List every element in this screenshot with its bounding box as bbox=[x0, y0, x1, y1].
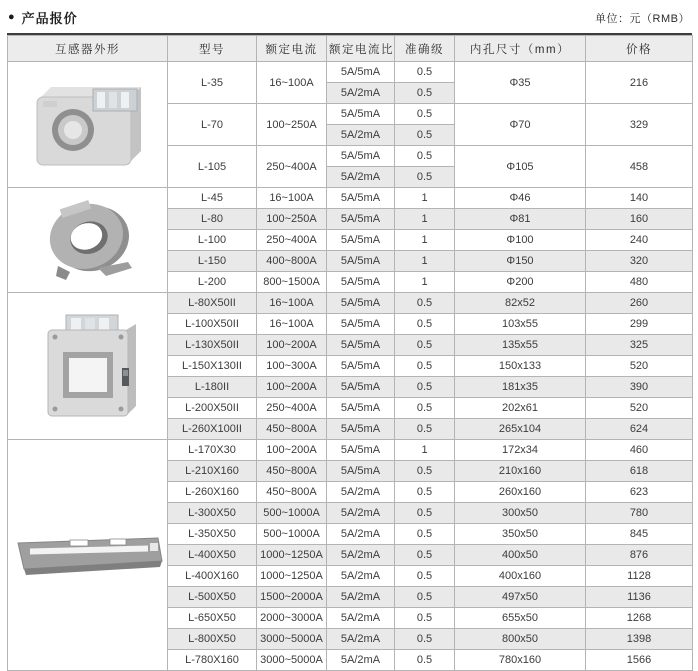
price-cell: 325 bbox=[586, 335, 693, 356]
rated-current-cell: 100~200A bbox=[257, 335, 327, 356]
rated-current-cell: 800~1500A bbox=[257, 272, 327, 293]
current-ratio-cell: 5A/5mA bbox=[327, 440, 395, 461]
product-image-cell bbox=[8, 440, 168, 671]
rated-current-cell: 100~300A bbox=[257, 356, 327, 377]
current-ratio-cell: 5A/5mA bbox=[327, 314, 395, 335]
price-cell: 299 bbox=[586, 314, 693, 335]
current-ratio-cell: 5A/5mA bbox=[327, 230, 395, 251]
current-ratio-cell: 5A/5mA bbox=[327, 356, 395, 377]
accuracy-class-cell: 0.5 bbox=[395, 587, 455, 608]
hole-size-cell: 210x160 bbox=[455, 461, 586, 482]
rated-current-cell: 250~400A bbox=[257, 146, 327, 188]
rated-current-cell: 1500~2000A bbox=[257, 587, 327, 608]
accuracy-class-cell: 0.5 bbox=[395, 524, 455, 545]
rated-current-cell: 100~250A bbox=[257, 209, 327, 230]
hole-size-cell: Φ70 bbox=[455, 104, 586, 146]
model-cell: L-70 bbox=[168, 104, 257, 146]
rated-current-cell: 450~800A bbox=[257, 482, 327, 503]
rated-current-cell: 1000~1250A bbox=[257, 566, 327, 587]
model-cell: L-780X160 bbox=[168, 650, 257, 671]
price-cell: 624 bbox=[586, 419, 693, 440]
rated-current-cell: 3000~5000A bbox=[257, 650, 327, 671]
current-ratio-cell: 5A/5mA bbox=[327, 146, 395, 167]
price-cell: 458 bbox=[586, 146, 693, 188]
current-ratio-cell: 5A/2mA bbox=[327, 566, 395, 587]
current-ratio-cell: 5A/2mA bbox=[327, 503, 395, 524]
product-image-cell bbox=[8, 188, 168, 293]
col-header-current-ratio: 额定电流比 bbox=[327, 36, 395, 62]
accuracy-class-cell: 1 bbox=[395, 440, 455, 461]
price-cell: 1566 bbox=[586, 650, 693, 671]
table-row bbox=[8, 293, 693, 314]
round-window-ct-photo bbox=[29, 77, 147, 173]
rated-current-cell: 16~100A bbox=[257, 188, 327, 209]
current-ratio-cell: 5A/5mA bbox=[327, 272, 395, 293]
rated-current-cell: 400~800A bbox=[257, 251, 327, 272]
hole-size-cell: Φ81 bbox=[455, 209, 586, 230]
model-cell: L-35 bbox=[168, 62, 257, 104]
current-ratio-cell: 5A/5mA bbox=[327, 188, 395, 209]
busbar-ct-photo bbox=[12, 531, 164, 579]
price-cell: 520 bbox=[586, 398, 693, 419]
model-cell: L-150 bbox=[168, 251, 257, 272]
price-cell: 1398 bbox=[586, 629, 693, 650]
current-ratio-cell: 5A/2mA bbox=[327, 167, 395, 188]
col-header-shape: 互感器外形 bbox=[8, 36, 168, 62]
rated-current-cell: 450~800A bbox=[257, 461, 327, 482]
current-ratio-cell: 5A/5mA bbox=[327, 419, 395, 440]
price-cell: 845 bbox=[586, 524, 693, 545]
current-ratio-cell: 5A/2mA bbox=[327, 650, 395, 671]
current-ratio-cell: 5A/5mA bbox=[327, 62, 395, 83]
rated-current-cell: 500~1000A bbox=[257, 503, 327, 524]
model-cell: L-100X50II bbox=[168, 314, 257, 335]
hole-size-cell: 655x50 bbox=[455, 608, 586, 629]
price-cell: 623 bbox=[586, 482, 693, 503]
current-ratio-cell: 5A/5mA bbox=[327, 335, 395, 356]
accuracy-class-cell: 0.5 bbox=[395, 293, 455, 314]
accuracy-class-cell: 1 bbox=[395, 230, 455, 251]
accuracy-class-cell: 0.5 bbox=[395, 104, 455, 125]
col-header-rated-current: 额定电流 bbox=[257, 36, 327, 62]
col-header-price: 价格 bbox=[586, 36, 693, 62]
accuracy-class-cell: 1 bbox=[395, 188, 455, 209]
accuracy-class-cell: 0.5 bbox=[395, 146, 455, 167]
price-cell: 480 bbox=[586, 272, 693, 293]
model-cell: L-350X50 bbox=[168, 524, 257, 545]
current-ratio-cell: 5A/2mA bbox=[327, 545, 395, 566]
hole-size-cell: 82x52 bbox=[455, 293, 586, 314]
rated-current-cell: 16~100A bbox=[257, 314, 327, 335]
price-table bbox=[7, 35, 693, 671]
model-cell: L-80 bbox=[168, 209, 257, 230]
model-cell: L-180II bbox=[168, 377, 257, 398]
price-cell: 1136 bbox=[586, 587, 693, 608]
price-cell: 618 bbox=[586, 461, 693, 482]
accuracy-class-cell: 0.5 bbox=[395, 335, 455, 356]
page-title: 产品报价 bbox=[21, 11, 78, 26]
current-ratio-cell: 5A/5mA bbox=[327, 377, 395, 398]
price-cell: 1128 bbox=[586, 566, 693, 587]
price-cell: 160 bbox=[586, 209, 693, 230]
model-cell: L-130X50II bbox=[168, 335, 257, 356]
hole-size-cell: 350x50 bbox=[455, 524, 586, 545]
title-bar bbox=[0, 0, 698, 34]
col-header-accuracy-class: 准确级 bbox=[395, 36, 455, 62]
hole-size-cell: Φ35 bbox=[455, 62, 586, 104]
model-cell: L-400X50 bbox=[168, 545, 257, 566]
accuracy-class-cell: 0.5 bbox=[395, 629, 455, 650]
price-cell: 240 bbox=[586, 230, 693, 251]
current-ratio-cell: 5A/2mA bbox=[327, 608, 395, 629]
model-cell: L-400X160 bbox=[168, 566, 257, 587]
model-cell: L-800X50 bbox=[168, 629, 257, 650]
price-cell: 329 bbox=[586, 104, 693, 146]
model-cell: L-45 bbox=[168, 188, 257, 209]
accuracy-class-cell: 0.5 bbox=[395, 482, 455, 503]
unit-label: 单位：元（RMB） bbox=[595, 12, 690, 25]
current-ratio-cell: 5A/5mA bbox=[327, 104, 395, 125]
current-ratio-cell: 5A/5mA bbox=[327, 293, 395, 314]
col-header-model: 型号 bbox=[168, 36, 257, 62]
rated-current-cell: 1000~1250A bbox=[257, 545, 327, 566]
rated-current-cell: 100~200A bbox=[257, 377, 327, 398]
accuracy-class-cell: 0.5 bbox=[395, 83, 455, 104]
price-table-wrap bbox=[7, 33, 692, 671]
accuracy-class-cell: 1 bbox=[395, 272, 455, 293]
table-row bbox=[8, 188, 693, 209]
price-cell: 320 bbox=[586, 251, 693, 272]
table-row bbox=[8, 440, 693, 461]
accuracy-class-cell: 0.5 bbox=[395, 314, 455, 335]
hole-size-cell: 172x34 bbox=[455, 440, 586, 461]
model-cell: L-105 bbox=[168, 146, 257, 188]
accuracy-class-cell: 0.5 bbox=[395, 608, 455, 629]
hole-size-cell: Φ200 bbox=[455, 272, 586, 293]
current-ratio-cell: 5A/2mA bbox=[327, 629, 395, 650]
bullet-icon: ● bbox=[8, 11, 15, 23]
model-cell: L-260X100II bbox=[168, 419, 257, 440]
toroidal-ring-ct-photo bbox=[36, 194, 140, 286]
hole-size-cell: Φ46 bbox=[455, 188, 586, 209]
accuracy-class-cell: 0.5 bbox=[395, 125, 455, 146]
model-cell: L-500X50 bbox=[168, 587, 257, 608]
price-cell: 520 bbox=[586, 356, 693, 377]
hole-size-cell: Φ105 bbox=[455, 146, 586, 188]
model-cell: L-200 bbox=[168, 272, 257, 293]
product-image-cell bbox=[8, 293, 168, 440]
accuracy-class-cell: 0.5 bbox=[395, 419, 455, 440]
hole-size-cell: 202x61 bbox=[455, 398, 586, 419]
current-ratio-cell: 5A/2mA bbox=[327, 524, 395, 545]
accuracy-class-cell: 0.5 bbox=[395, 398, 455, 419]
header-row bbox=[8, 36, 693, 62]
price-cell: 140 bbox=[586, 188, 693, 209]
rated-current-cell: 500~1000A bbox=[257, 524, 327, 545]
accuracy-class-cell: 0.5 bbox=[395, 650, 455, 671]
hole-size-cell: 260x160 bbox=[455, 482, 586, 503]
model-cell: L-650X50 bbox=[168, 608, 257, 629]
model-cell: L-100 bbox=[168, 230, 257, 251]
model-cell: L-260X160 bbox=[168, 482, 257, 503]
hole-size-cell: 150x133 bbox=[455, 356, 586, 377]
product-image-cell bbox=[8, 62, 168, 188]
accuracy-class-cell: 0.5 bbox=[395, 377, 455, 398]
hole-size-cell: 300x50 bbox=[455, 503, 586, 524]
current-ratio-cell: 5A/2mA bbox=[327, 83, 395, 104]
price-cell: 390 bbox=[586, 377, 693, 398]
rated-current-cell: 100~200A bbox=[257, 440, 327, 461]
model-cell: L-200X50II bbox=[168, 398, 257, 419]
square-window-ct-photo bbox=[36, 310, 140, 422]
accuracy-class-cell: 1 bbox=[395, 251, 455, 272]
price-cell: 1268 bbox=[586, 608, 693, 629]
current-ratio-cell: 5A/5mA bbox=[327, 251, 395, 272]
hole-size-cell: 800x50 bbox=[455, 629, 586, 650]
rated-current-cell: 250~400A bbox=[257, 398, 327, 419]
price-cell: 876 bbox=[586, 545, 693, 566]
price-cell: 780 bbox=[586, 503, 693, 524]
hole-size-cell: 497x50 bbox=[455, 587, 586, 608]
hole-size-cell: Φ100 bbox=[455, 230, 586, 251]
col-header-hole-size: 内孔尺寸（mm） bbox=[455, 36, 586, 62]
hole-size-cell: Φ150 bbox=[455, 251, 586, 272]
table-row bbox=[8, 62, 693, 83]
current-ratio-cell: 5A/5mA bbox=[327, 461, 395, 482]
model-cell: L-80X50II bbox=[168, 293, 257, 314]
rated-current-cell: 2000~3000A bbox=[257, 608, 327, 629]
rated-current-cell: 3000~5000A bbox=[257, 629, 327, 650]
accuracy-class-cell: 0.5 bbox=[395, 461, 455, 482]
current-ratio-cell: 5A/2mA bbox=[327, 125, 395, 146]
current-ratio-cell: 5A/5mA bbox=[327, 398, 395, 419]
hole-size-cell: 780x160 bbox=[455, 650, 586, 671]
accuracy-class-cell: 0.5 bbox=[395, 503, 455, 524]
model-cell: L-210X160 bbox=[168, 461, 257, 482]
model-cell: L-170X30 bbox=[168, 440, 257, 461]
accuracy-class-cell: 0.5 bbox=[395, 62, 455, 83]
accuracy-class-cell: 0.5 bbox=[395, 167, 455, 188]
current-ratio-cell: 5A/5mA bbox=[327, 209, 395, 230]
hole-size-cell: 135x55 bbox=[455, 335, 586, 356]
accuracy-class-cell: 0.5 bbox=[395, 545, 455, 566]
price-cell: 460 bbox=[586, 440, 693, 461]
rated-current-cell: 450~800A bbox=[257, 419, 327, 440]
hole-size-cell: 265x104 bbox=[455, 419, 586, 440]
rated-current-cell: 16~100A bbox=[257, 293, 327, 314]
price-cell: 216 bbox=[586, 62, 693, 104]
rated-current-cell: 16~100A bbox=[257, 62, 327, 104]
current-ratio-cell: 5A/2mA bbox=[327, 482, 395, 503]
current-ratio-cell: 5A/2mA bbox=[327, 587, 395, 608]
accuracy-class-cell: 1 bbox=[395, 209, 455, 230]
hole-size-cell: 400x160 bbox=[455, 566, 586, 587]
rated-current-cell: 250~400A bbox=[257, 230, 327, 251]
hole-size-cell: 103x55 bbox=[455, 314, 586, 335]
hole-size-cell: 181x35 bbox=[455, 377, 586, 398]
accuracy-class-cell: 0.5 bbox=[395, 566, 455, 587]
accuracy-class-cell: 0.5 bbox=[395, 356, 455, 377]
model-cell: L-300X50 bbox=[168, 503, 257, 524]
hole-size-cell: 400x50 bbox=[455, 545, 586, 566]
rated-current-cell: 100~250A bbox=[257, 104, 327, 146]
model-cell: L-150X130II bbox=[168, 356, 257, 377]
price-cell: 260 bbox=[586, 293, 693, 314]
